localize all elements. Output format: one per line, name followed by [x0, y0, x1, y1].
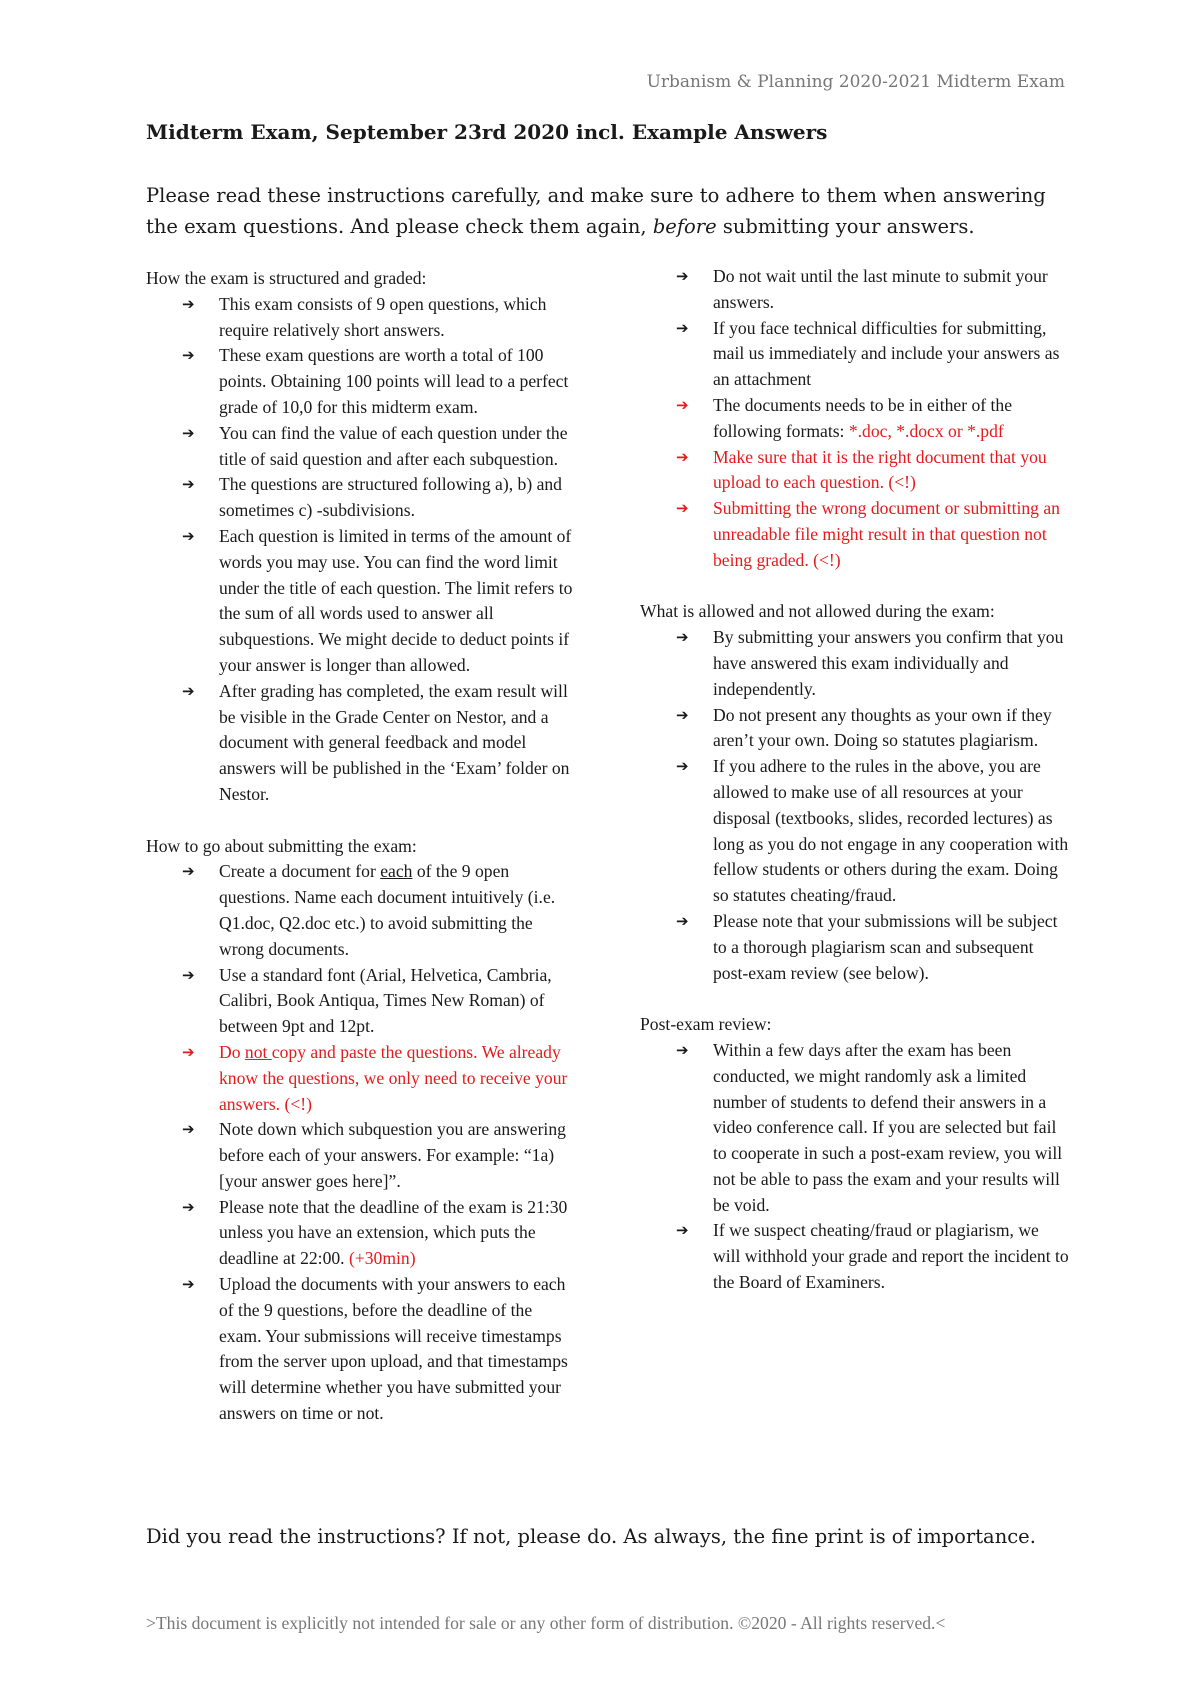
list-item-text: of the 9 open questions. Name each document intuitively (i.e. Q1.doc, Q2.doc etc.) to avoid submitting the wrong documents. [219, 861, 556, 959]
section-submitting [146, 834, 576, 1427]
arrow-icon: ➔ [676, 499, 689, 518]
list-item-text: The questions are structured following a), b) and sometimes c) -subdivisions. [219, 474, 562, 521]
list-item [146, 472, 576, 524]
section-title: How the exam is structured and graded: [146, 268, 427, 288]
list-item [640, 703, 1070, 755]
arrow-icon: ➔ [676, 911, 689, 930]
left-column [146, 266, 576, 1453]
list-item-text: Each question is limited in terms of the amount of words you may use. You can find the word limit under the title of each question. The limit refers to the sum of all words used to answer all subquestions. We might decide to deduct points if your answer is longer than allowed. [219, 525, 573, 675]
section-review [640, 1012, 1070, 1296]
arrow-icon: ➔ [676, 318, 689, 337]
right-column [640, 264, 1070, 1322]
instruction-list [640, 1038, 1070, 1296]
arrow-icon: ➔ [182, 681, 195, 700]
arrow-icon: ➔ [676, 757, 689, 776]
list-item [640, 1218, 1070, 1295]
list-item-text: copy and paste the questions. We already know the questions, we only need to receive your answers. (<!) [219, 1041, 568, 1114]
arrow-icon: ➔ [676, 395, 689, 414]
list-item-text: Note down which subquestion you are answering before each of your answers. For example: “1a) [your answer goes here]”. [219, 1119, 566, 1191]
list-item-text: Within a few days after the exam has been conducted, we might randomly ask a limited number of students to defend their answers in a video conference call. If you are selected but fail to cooperate in such a post-exam review, you will not be able to pass the exam and your results will be void. [713, 1039, 1063, 1215]
list-item-warning [146, 1040, 576, 1117]
list-item-warning [640, 445, 1070, 497]
file-formats: *.doc, *.docx or *.pdf [848, 420, 1004, 441]
page-footer: >This document is explicitly not intended for sale or any other form of distribution. ©2020 - All rights reserved.< [146, 1613, 946, 1633]
arrow-icon: ➔ [676, 1040, 689, 1059]
list-item-text: Please note that the deadline of the exam is 21:30 unless you have an extension, which puts the deadline at 22:00. [219, 1196, 568, 1269]
list-item-text: The documents needs to be in either of the following formats: [713, 394, 1012, 441]
list-item-text: Do not present any thoughts as your own if they aren’t your own. Doing so statutes plagiarism. [713, 704, 1052, 751]
list-item [640, 909, 1070, 986]
list-item [640, 625, 1070, 702]
instruction-list [146, 292, 576, 808]
arrow-icon: ➔ [182, 1042, 195, 1061]
arrow-icon: ➔ [676, 705, 689, 724]
instruction-list [640, 625, 1070, 986]
section-title: What is allowed and not allowed during the exam: [640, 601, 995, 622]
list-item-text: Submitting the wrong document or submitting an unreadable file might result in that question not being graded. (<!) [713, 498, 1060, 570]
list-item-text: If we suspect cheating/fraud or plagiarism, we will withhold your grade and report the incident to the Board of Examiners. [713, 1220, 1069, 1293]
extension-note: (+30min) [348, 1248, 416, 1269]
list-item-text: Create a document for [219, 861, 381, 882]
page-header: Urbanism & Planning 2020-2021 Midterm Exam [646, 72, 1065, 92]
list-item [146, 1272, 576, 1427]
list-item-text: These exam questions are worth a total of 100 points. Obtaining 100 points will lead to a perfect grade of 10,0 for this midterm exam. [219, 345, 569, 417]
intro-text: Please read these instructions carefully, and make sure to adhere to them when answering the exam questions. And please check them again, [146, 184, 1046, 238]
arrow-icon: ➔ [182, 423, 195, 442]
arrow-icon: ➔ [182, 965, 195, 984]
list-item-text: You can find the value of each question under the title of said question and after each subquestion. [219, 422, 568, 469]
list-item [146, 524, 576, 679]
list-item-text: Do [219, 1041, 245, 1062]
instruction-list [640, 264, 1070, 574]
list-item-text: If you face technical difficulties for submitting, mail us immediately and include your answers as an attachment [713, 317, 1060, 390]
arrow-icon: ➔ [182, 1120, 195, 1139]
list-item-text: Do not wait until the last minute to submit your answers. [713, 266, 1048, 312]
list-item-text: This exam consists of 9 open questions, which require relatively short answers. [219, 293, 547, 340]
list-item [640, 393, 1070, 445]
list-item-text: Use a standard font (Arial, Helvetica, Cambria, Calibri, Book Antiqua, Times New Roman) of between 9pt and 12pt. [219, 964, 552, 1037]
arrow-icon: ➔ [676, 628, 689, 647]
arrow-icon: ➔ [182, 1197, 195, 1216]
intro-emphasis: before [652, 215, 717, 238]
list-item [640, 1038, 1070, 1219]
list-item-text: Please note that your submissions will be subject to a thorough plagiarism scan and subsequent post-exam review (see below). [713, 910, 1058, 983]
intro-paragraph [146, 180, 1056, 242]
underlined-word: not [244, 1041, 272, 1062]
section-allowed [640, 599, 1070, 986]
list-item [146, 679, 576, 808]
list-item-text: After grading has completed, the exam result will be visible in the Grade Center on Nestor, and a document with general feedback and model answers will be published in the ‘Exam’ folder on Nestor. [219, 680, 570, 804]
list-item-text: By submitting your answers you confirm that you have answered this exam individually and independently. [713, 627, 1064, 699]
instruction-list [146, 859, 576, 1427]
section-structure [146, 266, 576, 808]
document-title: Midterm Exam, September 23rd 2020 incl. Example Answers [146, 120, 828, 144]
list-item [146, 343, 576, 420]
list-item [640, 754, 1070, 909]
section-submitting-continued [640, 264, 1070, 574]
closing-remark: Did you read the instructions? If not, please do. As always, the fine print is of importance. [146, 1525, 1036, 1548]
list-item-text: Make sure that it is the right document that you upload to each question. (<!) [713, 446, 1047, 493]
intro-text-end: submitting your answers. [716, 215, 975, 238]
underlined-word: each [380, 861, 413, 882]
arrow-icon: ➔ [182, 862, 195, 881]
section-title: How to go about submitting the exam: [146, 835, 417, 856]
list-item [146, 292, 576, 344]
arrow-icon: ➔ [676, 447, 689, 466]
section-title: Post-exam review: [640, 1014, 772, 1035]
arrow-icon: ➔ [676, 267, 689, 285]
list-item [640, 264, 1070, 316]
arrow-icon: ➔ [182, 1275, 195, 1294]
list-item-text: If you adhere to the rules in the above, you are allowed to make use of all resources at your disposal (textbooks, slides, recorded lectures) as long as you do not engage in any cooperation with fellow students or others during the exam. Doing so statutes cheating/fraud. [713, 756, 1069, 906]
arrow-icon: ➔ [182, 294, 195, 313]
arrow-icon: ➔ [182, 475, 195, 494]
list-item-text: Upload the documents with your answers to each of the 9 questions, before the deadline of the exam. Your submissions will receive timestamps from the server upon upload, and that timestamps will determine whether you have submitted your answers on time or not. [219, 1274, 568, 1424]
list-item [146, 963, 576, 1040]
list-item-warning [640, 496, 1070, 573]
arrow-icon: ➔ [182, 526, 195, 545]
list-item [146, 859, 576, 962]
list-item [146, 421, 576, 473]
list-item [640, 316, 1070, 393]
arrow-icon: ➔ [182, 346, 195, 365]
list-item [146, 1117, 576, 1194]
arrow-icon: ➔ [676, 1221, 689, 1240]
list-item [146, 1195, 576, 1272]
